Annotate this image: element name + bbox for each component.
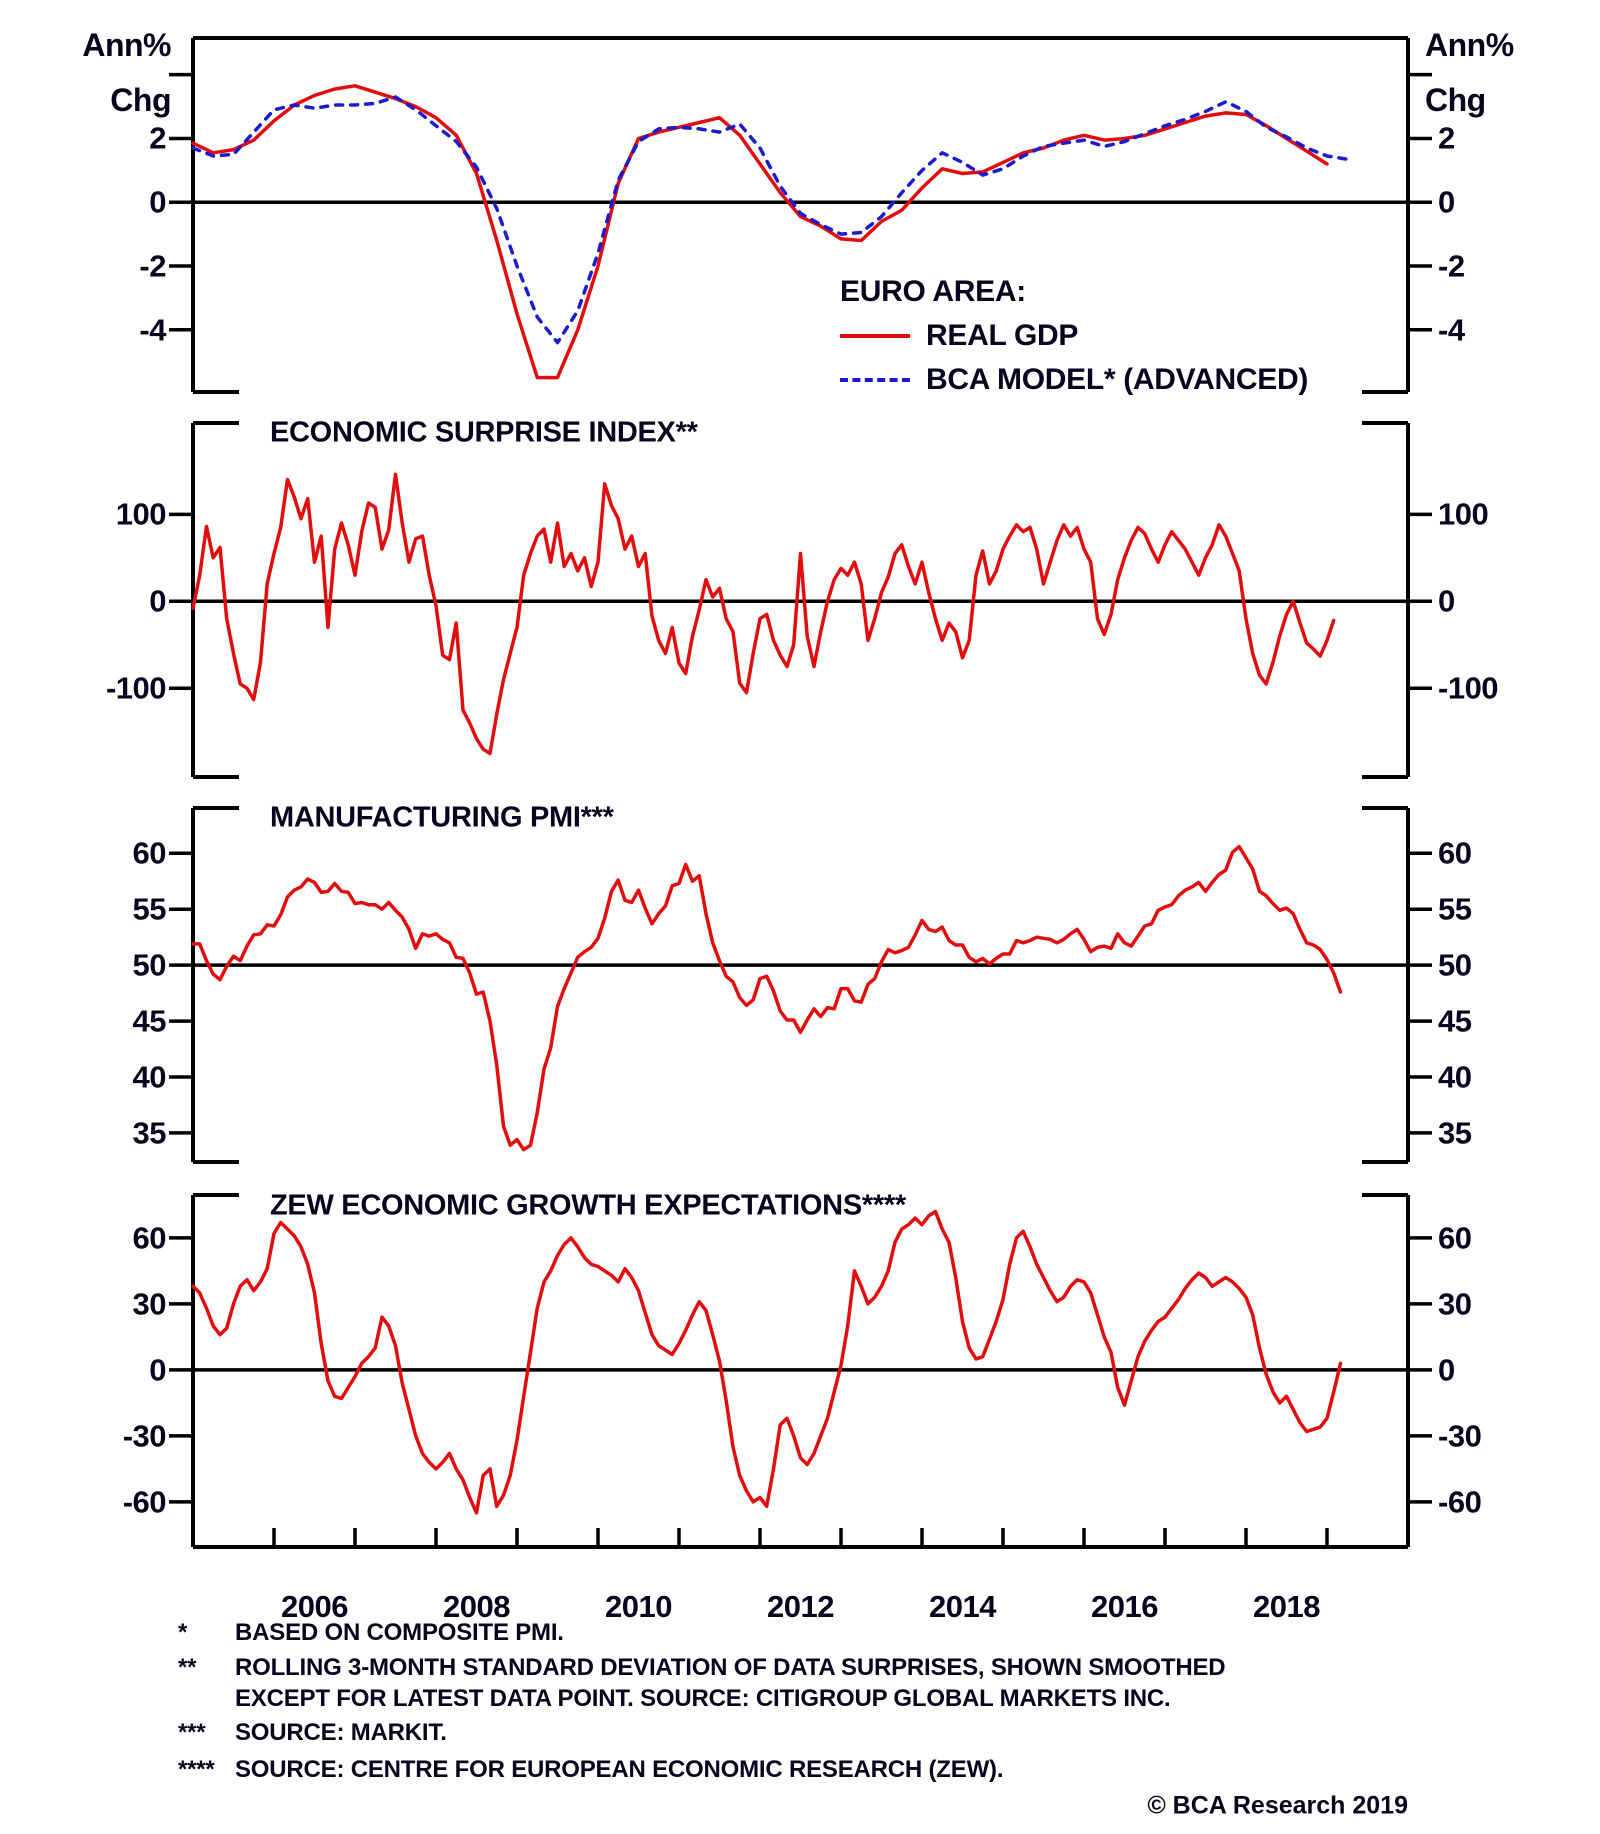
- y-tick-label-left-panel3: 50: [132, 947, 166, 983]
- y-tick-label-left-panel2: 0: [149, 583, 166, 619]
- footnote-2-text: ROLLING 3-MONTH STANDARD DEVIATION OF DATA SURPRISES, SHOWN SMOOTHED: [235, 1654, 1226, 1681]
- copyright-notice: © BCA Research 2019: [1147, 1791, 1408, 1820]
- y-tick-label-right-panel1: 0: [1438, 184, 1455, 220]
- y-tick-label-left-panel1: -4: [139, 312, 166, 348]
- y-tick-label-right-panel3: 60: [1438, 835, 1472, 871]
- x-year-label-2014: 2014: [929, 1589, 996, 1624]
- footnote-2-marker: **: [178, 1654, 197, 1681]
- legend-row-real-gdp: [840, 319, 1078, 353]
- y-unit-left-line2: Chg: [110, 82, 171, 118]
- y-tick-label-left-panel4: 0: [149, 1352, 166, 1388]
- y-tick-label-right-panel3: 45: [1438, 1003, 1472, 1039]
- footnote-4-marker: ****: [178, 1756, 215, 1783]
- y-tick-label-left-panel4: -30: [122, 1418, 166, 1454]
- x-year-label-2016: 2016: [1091, 1589, 1158, 1624]
- y-unit-right-line2: Chg: [1425, 82, 1486, 118]
- footnote-2b-text: EXCEPT FOR LATEST DATA POINT. SOURCE: CITIGROUP GLOBAL MARKETS INC.: [235, 1685, 1171, 1712]
- footnote-3-text: SOURCE: MARKIT.: [235, 1719, 447, 1746]
- y-tick-label-right-panel1: -4: [1438, 312, 1465, 348]
- legend-row-bca-model: [840, 363, 1308, 397]
- y-tick-label-left-panel4: 60: [132, 1220, 166, 1256]
- y-tick-label-right-panel1: -2: [1438, 248, 1465, 284]
- y-tick-label-right-panel4: -60: [1438, 1484, 1482, 1520]
- y-tick-label-left-panel1: 0: [149, 184, 166, 220]
- y-tick-label-left-panel3: 60: [132, 835, 166, 871]
- y-tick-label-left-panel3: 55: [132, 891, 166, 927]
- x-year-label-2010: 2010: [605, 1589, 672, 1624]
- y-tick-label-right-panel2: -100: [1438, 670, 1499, 706]
- y-tick-label-right-panel3: 35: [1438, 1115, 1472, 1151]
- legend-title: EURO AREA:: [840, 275, 1026, 308]
- y-unit-left-line1: Ann%: [82, 27, 171, 63]
- y-tick-label-right-panel3: 55: [1438, 891, 1472, 927]
- y-tick-label-right-panel4: 0: [1438, 1352, 1455, 1388]
- y-tick-label-left-panel1: -2: [139, 248, 166, 284]
- red-solid-line-sample: [840, 334, 910, 338]
- panel-title-surprise-index: ECONOMIC SURPRISE INDEX**: [270, 416, 698, 449]
- y-tick-label-left-panel4: -60: [122, 1484, 166, 1520]
- blue-dashed-line-sample: [840, 378, 910, 382]
- y-tick-label-right-panel4: 60: [1438, 1220, 1472, 1256]
- footnote-4-text: SOURCE: CENTRE FOR EUROPEAN ECONOMIC RESEARCH (ZEW).: [235, 1756, 1004, 1783]
- y-tick-label-right-panel4: 30: [1438, 1286, 1472, 1322]
- y-tick-label-left-panel2: -100: [105, 670, 166, 706]
- footnote-3-marker: ***: [178, 1719, 206, 1746]
- legend-label-real-gdp: REAL GDP: [926, 319, 1079, 352]
- y-tick-label-left-panel2: 100: [115, 496, 166, 532]
- y-tick-label-right-panel3: 40: [1438, 1059, 1472, 1095]
- panel-title-manufacturing-pmi: MANUFACTURING PMI***: [270, 801, 614, 834]
- y-tick-label-left-panel1: 2: [149, 120, 166, 156]
- y-tick-label-right-panel3: 50: [1438, 947, 1472, 983]
- x-year-label-2008: 2008: [443, 1589, 510, 1624]
- footnote-1-text: BASED ON COMPOSITE PMI.: [235, 1619, 564, 1646]
- x-year-label-2012: 2012: [767, 1589, 834, 1624]
- y-tick-label-right-panel2: 100: [1438, 496, 1489, 532]
- legend-label-bca-model: BCA MODEL* (ADVANCED): [926, 363, 1309, 396]
- x-year-label-2006: 2006: [281, 1589, 348, 1624]
- y-unit-right-line1: Ann%: [1425, 27, 1514, 63]
- footnote-1-marker: *: [178, 1619, 188, 1646]
- legend-title-row: [840, 275, 1026, 309]
- y-tick-label-left-panel4: 30: [132, 1286, 166, 1322]
- panel-title-zew-expectations: ZEW ECONOMIC GROWTH EXPECTATIONS****: [270, 1189, 906, 1222]
- x-year-label-2018: 2018: [1253, 1589, 1320, 1624]
- y-tick-label-left-panel3: 45: [132, 1003, 166, 1039]
- y-tick-label-right-panel1: 2: [1438, 120, 1455, 156]
- y-tick-label-right-panel2: 0: [1438, 583, 1455, 619]
- y-tick-label-left-panel3: 40: [132, 1059, 166, 1095]
- y-tick-label-right-panel4: -30: [1438, 1418, 1482, 1454]
- y-tick-label-left-panel3: 35: [132, 1115, 166, 1151]
